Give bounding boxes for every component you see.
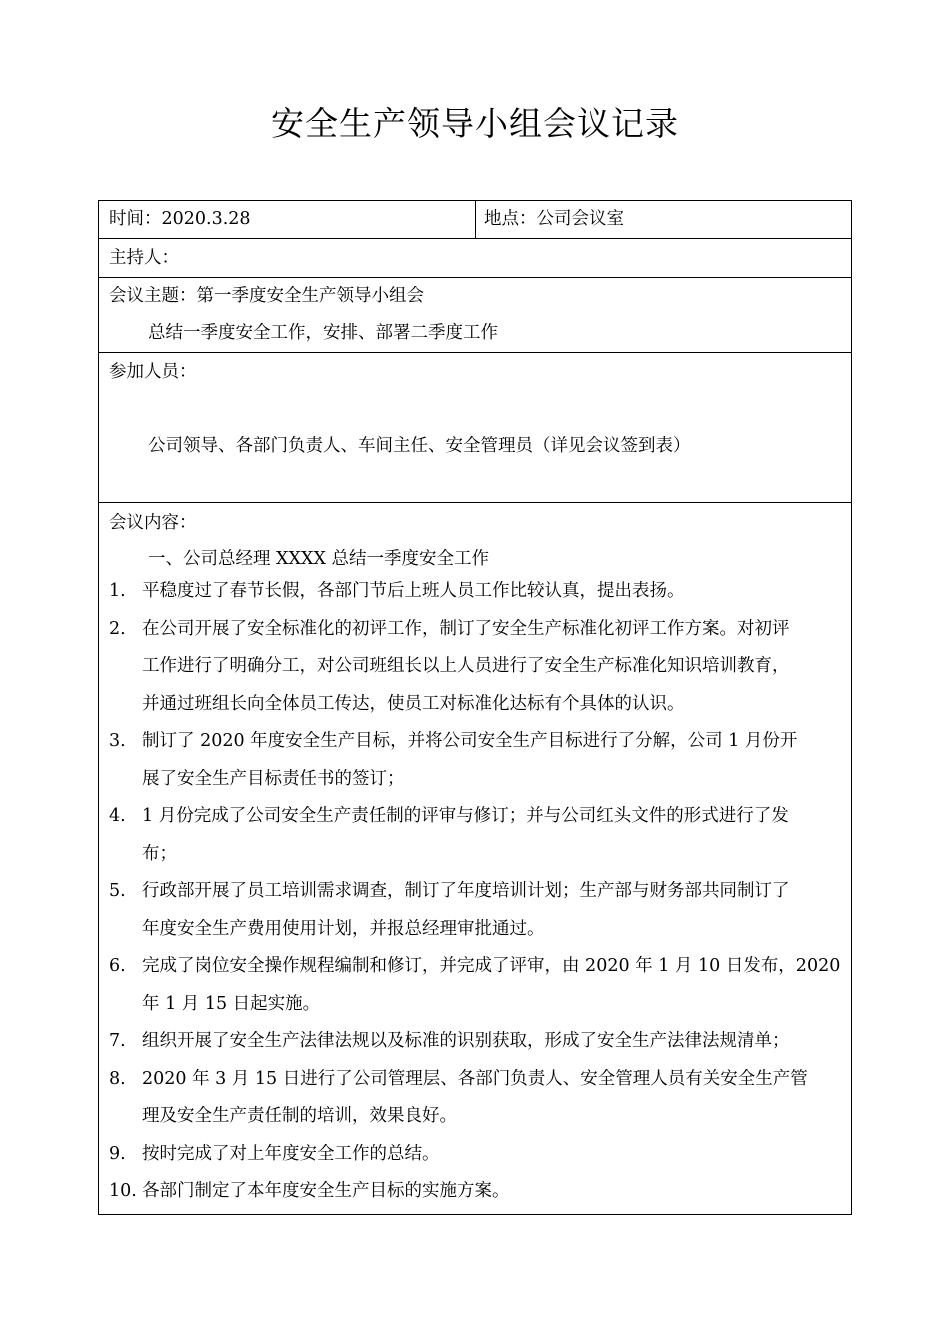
content-item-line: 工作进行了明确分工，对公司班组长以上人员进行了安全生产标准化知识培训教育， [142,656,790,676]
content-item-number: 2. [109,618,126,639]
content-item-line: 制订了 2020 年度安全生产目标，并将公司安全生产目标进行了分解，公司 1 月份开 [142,731,798,751]
content-item-line: 2020 年 3 月 15 日进行了公司管理层、各部门负责人、安全管理人员有关安全生产管 [142,1068,808,1089]
content-item-line: 平稳度过了春节长假，各部门节后上班人员工作比较认真，提出表扬。 [142,581,685,601]
document-title: 安全生产领导小组会议记录 [271,104,679,143]
time-field: 时间：2020.3.28 [109,209,251,229]
content-item-line: 按时完成了对上年度安全工作的总结。 [142,1143,440,1164]
host-field: 主持人： [109,248,179,268]
topic-label: 会议主题：第一季度安全生产领导小组会 [109,286,424,306]
content-item-number: 3. [109,731,126,751]
content-item-number: 6. [109,956,126,976]
attendees-text: 公司领导、各部门负责人、车间主任、安全管理员（详见会议签到表） [148,436,691,456]
attendees-label: 参加人员： [109,362,197,382]
content-item-line: 年度安全生产费用使用计划，并报总经理审批通过。 [142,918,545,939]
content-item-line: 展了安全生产目标责任书的签订； [142,768,405,789]
content-label: 会议内容： [109,513,197,533]
row-divider [99,502,851,503]
content-item-line: 各部门制定了本年度安全生产目标的实施方案。 [142,1181,510,1201]
content-item-number: 1. [109,581,126,601]
content-item-number: 8. [109,1068,126,1089]
topic-detail: 总结一季度安全工作，安排、部署二季度工作 [148,323,498,343]
content-item-line: 1 月份完成了公司安全生产责任制的评审与修订；并与公司红头文件的形式进行了发 [142,806,789,826]
column-divider [475,201,476,239]
content-item-line: 在公司开展了安全标准化的初评工作，制订了安全生产标准化初评工作方案。对初评 [142,618,790,639]
location-field: 地点：公司会议室 [484,209,624,229]
content-item-line: 年 1 月 15 日起实施。 [142,993,321,1014]
content-item-line: 行政部开展了员工培训需求调查，制订了年度培训计划；生产部与财务部共同制订了 [142,881,790,901]
content-section-heading: 一、公司总经理 XXXX 总结一季度安全工作 [148,549,489,569]
content-item-line: 布； [142,843,177,864]
content-item-number: 9. [109,1143,126,1164]
content-item-line: 并通过班组长向全体员工传达，使员工对标准化达标有个具体的认识。 [142,693,685,714]
meeting-record-table [98,200,852,1215]
content-item-line: 组织开展了安全生产法律法规以及标准的识别获取，形成了安全生产法律法规清单； [142,1031,790,1051]
content-item-line: 理及安全生产责任制的培训，效果良好。 [142,1106,457,1126]
row-divider [99,352,851,353]
content-item-number: 10. [109,1181,137,1201]
content-item-number: 5. [109,881,126,901]
content-item-line: 完成了岗位安全操作规程编制和修订，并完成了评审，由 2020 年 1 月 10 日发布，2020 [142,956,841,976]
row-divider [99,277,851,278]
content-item-number: 4. [109,806,126,826]
content-item-number: 7. [109,1031,126,1051]
